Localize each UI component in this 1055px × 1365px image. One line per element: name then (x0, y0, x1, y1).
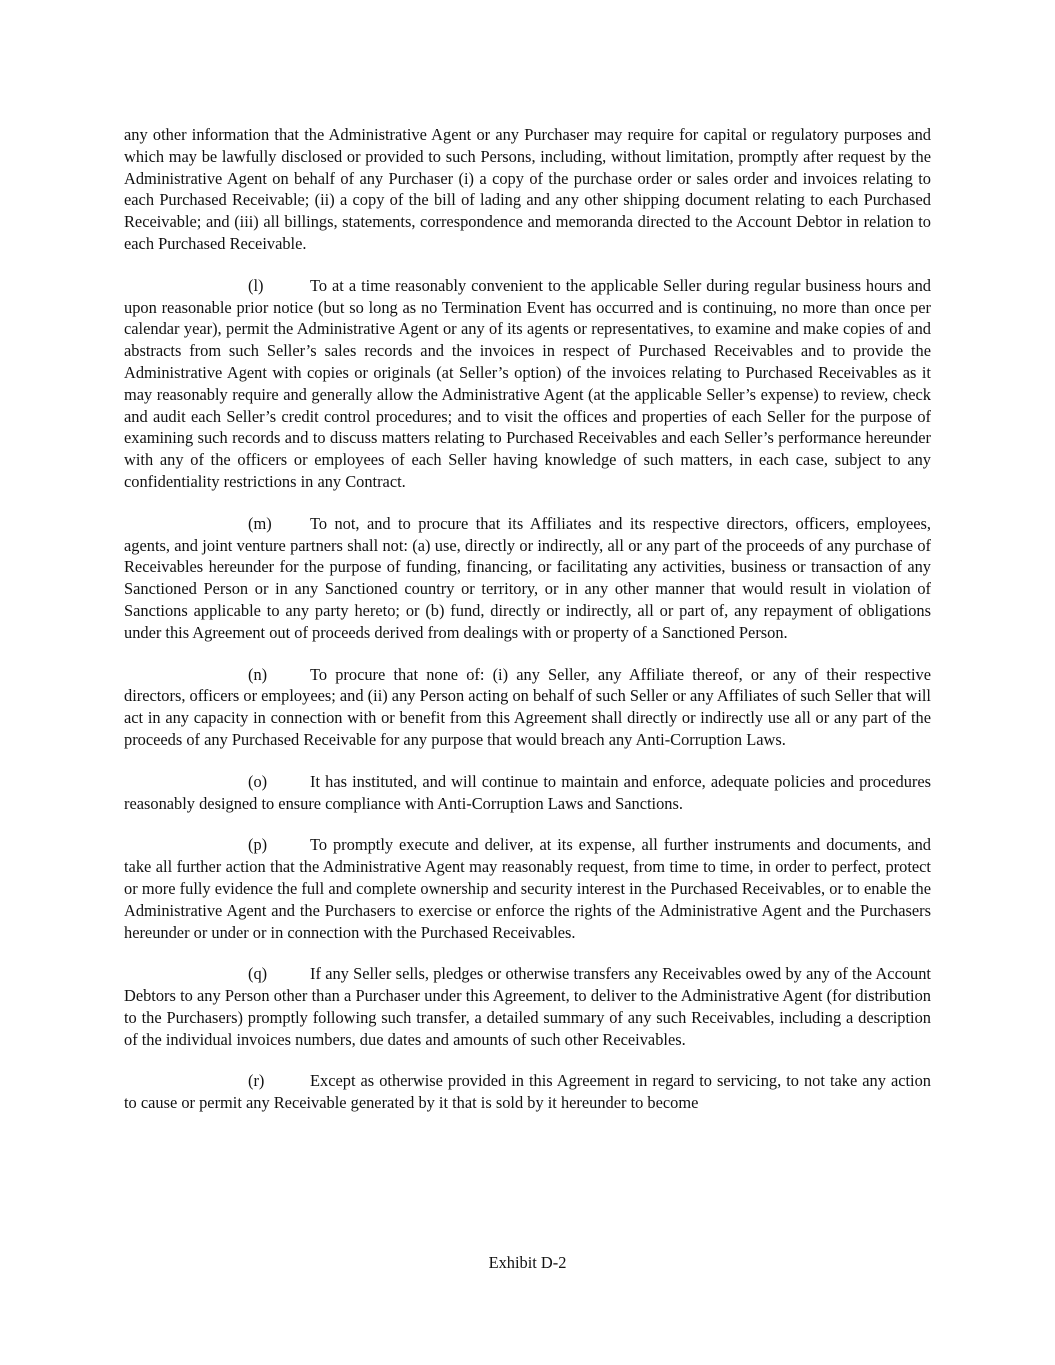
paragraph-text: To at a time reasonably convenient to the applicable Seller during regular business hours and upon reasonable prior notice (but so long as no Termination Event has occurred and is continuing, no more than once per calendar year), permit the Administrative Agent or any of its agents or representatives, to examine and make copies of and abstracts from such Seller’s sales records and the invoices in respect of Purchased Receivables and to provide the Administrative Agent with copies or originals (at Seller’s option) of the invoices relating to Purchased Receivables as it may reasonably require and generally allow the Administrative Agent (at the applicable Seller’s expense) to review, check and audit each Seller’s credit control procedures; and to visit the offices and properties of each Seller for the purpose of examining such records and to discuss matters relating to Purchased Receivables and each Seller’s performance hereunder with any of the officers or employees of each Seller having knowledge of such matters, in each case, subject to any confidentiality restrictions in any Contract. (124, 275, 931, 491)
page-footer: Exhibit D-2 (488, 1253, 567, 1272)
paragraph-text: To procure that none of: (i) any Seller, any Affiliate thereof, or any of their respective directors, officers or employees; and (ii) any Person acting on behalf of such Seller or any Affiliates of such Seller that will act in any capacity in connection with or benefit from this Agreement shall directly or indirectly use all or any part of the proceeds of any Purchased Receivable for any purpose that would breach any Anti-Corruption Laws. (124, 664, 931, 749)
paragraph-q (124, 963, 931, 1050)
paragraph-o (124, 771, 931, 815)
paragraph-label: (m) (248, 513, 272, 533)
paragraph-label: (r) (248, 1071, 265, 1091)
paragraph-continuation (124, 124, 931, 255)
paragraph-label: (n) (248, 664, 268, 684)
paragraph-text: If any Seller sells, pledges or otherwise transfers any Receivables owed by any of the Account Debtors to any Person other than a Purchaser under this Agreement, to deliver to the Administrative Agent (for distribution to the Purchasers) promptly following such transfer, a detailed summary of any such Receivables, including a description of the individual invoices numbers, due dates and amounts of such other Receivables. (124, 964, 931, 1049)
document-body (124, 124, 931, 1134)
paragraph-text: any other information that the Administrative Agent or any Purchaser may require for capital or regulatory purposes and which may be lawfully disclosed or provided to such Persons, including, without limitation, promptly after request by the Administrative Agent on behalf of any Purchaser (i) a copy of the purchase order or sales order and invoices relating to each Purchased Receivable; (ii) a copy of the bill of lading and any other shipping document relating to each Purchased Receivable; and (iii) all billings, statements, correspondence and memoranda directed to the Account Debtor in relation to each Purchased Receivable. (124, 125, 931, 253)
paragraph-text: Except as otherwise provided in this Agreement in regard to servicing, to not take any action to cause or permit any Receivable generated by it that is sold by it hereunder to become (124, 1071, 931, 1113)
paragraph-text: To not, and to procure that its Affiliates and its respective directors, officers, employees, agents, and joint venture partners shall not: (a) use, directly or indirectly, all or any part of the proceeds of any purchase of Receivables hereunder for the purpose of funding, financing, or facilitating any activities, business or transaction of any Sanctioned Person or in any Sanctioned country or territory, or in any other manner that would result in violation of Sanctions applicable to any party hereto; or (b) fund, directly or indirectly, all or part of, any repayment of obligations under this Agreement out of proceeds derived from dealings with or property of a Sanctioned Person. (124, 513, 931, 642)
paragraph-n (124, 664, 931, 751)
paragraph-label: (o) (248, 771, 268, 791)
paragraph-text: To promptly execute and deliver, at its expense, all further instruments and documents, and take all further action that the Administrative Agent may reasonably request, from time to time, in order to perfect, protect or more fully evidence the full and complete ownership and security interest in the Purchased Receivables, or to enable the Administrative Agent and the Purchasers to exercise or enforce the rights of the Administrative Agent and the Purchasers hereunder or under or in connection with the Purchased Receivables. (124, 835, 931, 942)
paragraph-p (124, 834, 931, 943)
paragraph-label: (p) (248, 835, 268, 855)
paragraph-label: (l) (248, 275, 264, 295)
paragraph-m (124, 513, 931, 644)
paragraph-l (124, 275, 931, 493)
paragraph-text: It has instituted, and will continue to maintain and enforce, adequate policies and procedures reasonably designed to ensure compliance with Anti-Corruption Laws and Sanctions. (124, 771, 931, 813)
paragraph-label: (q) (248, 964, 268, 984)
paragraph-r (124, 1070, 931, 1114)
